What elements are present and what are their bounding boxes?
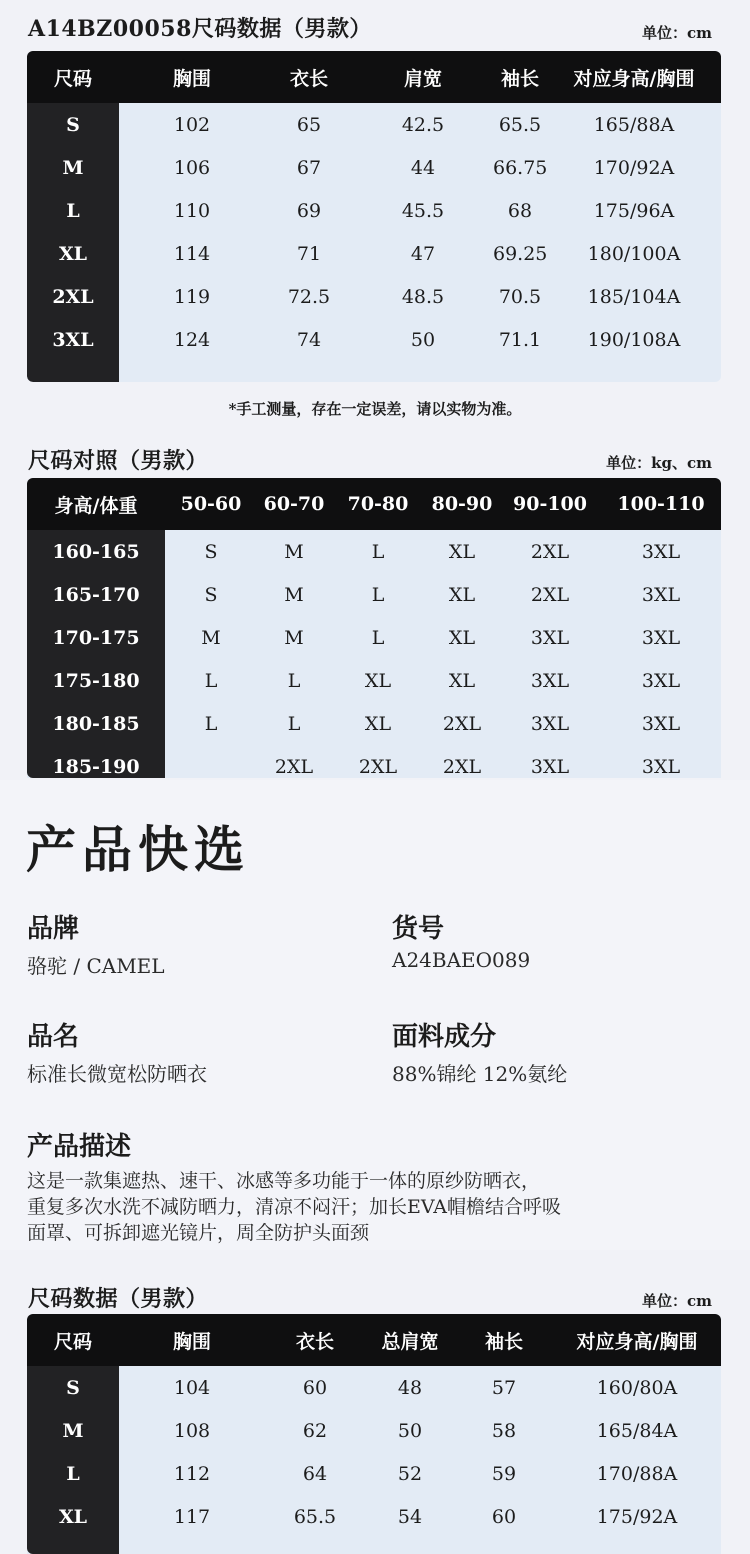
column-header: 对应身高/胸围 bbox=[573, 67, 695, 90]
table-cell: 72.5 bbox=[287, 285, 331, 308]
table-cell: 2XL bbox=[530, 583, 570, 606]
table-cell: 3XL bbox=[641, 583, 681, 606]
table-cell: 48.5 bbox=[401, 285, 445, 308]
table-cell: 114 bbox=[173, 242, 211, 265]
row-label: S bbox=[66, 113, 80, 136]
table-cell: 165/84A bbox=[596, 1419, 678, 1442]
table-header-row bbox=[27, 51, 721, 103]
table-cell: 3XL bbox=[641, 669, 681, 692]
table-cell: 3XL bbox=[530, 669, 570, 692]
table-cell: XL bbox=[364, 669, 392, 692]
table-cell: 108 bbox=[173, 1419, 211, 1442]
column-header: 身高/体重 bbox=[54, 494, 138, 517]
table-cell: S bbox=[204, 583, 218, 606]
table-cell: S bbox=[204, 540, 218, 563]
table-cell: L bbox=[371, 583, 385, 606]
table-cell: M bbox=[201, 626, 221, 649]
table-cell: 50 bbox=[397, 1419, 423, 1442]
column-header: 衣长 bbox=[289, 67, 328, 90]
table-cell: 102 bbox=[173, 113, 211, 136]
table-cell: M bbox=[284, 583, 304, 606]
row-label: 165-170 bbox=[52, 583, 140, 606]
row-label: 170-175 bbox=[52, 626, 140, 649]
table-cell: 117 bbox=[173, 1505, 211, 1528]
table-cell: 71 bbox=[296, 242, 322, 265]
size-chart-section bbox=[0, 432, 750, 476]
table-cell: 65.5 bbox=[498, 113, 542, 136]
table-cell: 119 bbox=[173, 285, 211, 308]
table-row bbox=[27, 1452, 721, 1495]
table-cell: 44 bbox=[410, 156, 436, 179]
table-cell: 3XL bbox=[641, 755, 681, 778]
table-cell: 175/92A bbox=[596, 1505, 678, 1528]
table-cell: 3XL bbox=[641, 626, 681, 649]
table-cell: 3XL bbox=[641, 540, 681, 563]
table-cell: 3XL bbox=[530, 755, 570, 778]
column-header: 衣长 bbox=[295, 1330, 334, 1353]
table-cell: 54 bbox=[397, 1505, 423, 1528]
column-header: 80-90 bbox=[431, 493, 493, 515]
table-cell: XL bbox=[448, 626, 476, 649]
size-table-1 bbox=[27, 51, 721, 382]
table-cell: L bbox=[287, 712, 301, 735]
column-header: 90-100 bbox=[513, 493, 587, 515]
column-header: 70-80 bbox=[347, 493, 409, 515]
description-line: 重复多次水洗不减防晒力，清凉不闷汗；加长EVA帽檐结合呼吸 bbox=[27, 1196, 562, 1218]
row-label: 3XL bbox=[52, 328, 94, 351]
section-header bbox=[0, 0, 750, 44]
section-title: 尺码数据（男款） bbox=[28, 1286, 209, 1312]
table-cell: 42.5 bbox=[401, 113, 445, 136]
table-header-row bbox=[27, 1314, 721, 1366]
column-header: 对应身高/胸围 bbox=[576, 1330, 698, 1353]
table-cell: M bbox=[284, 626, 304, 649]
table-cell: 175/96A bbox=[593, 199, 675, 222]
table-cell: XL bbox=[448, 583, 476, 606]
table-cell: 48 bbox=[397, 1376, 423, 1399]
column-header: 袖长 bbox=[500, 67, 539, 90]
sku-label: 货号 bbox=[392, 914, 445, 944]
table-row bbox=[27, 1366, 721, 1409]
row-label: 160-165 bbox=[52, 540, 140, 563]
row-label: L bbox=[66, 1462, 80, 1485]
row-label: XL bbox=[58, 1505, 88, 1528]
size-data-section-1 bbox=[0, 0, 750, 44]
table-row bbox=[27, 189, 721, 232]
column-header: 100-110 bbox=[617, 493, 705, 515]
description-line: 这是一款集遮热、速干、冰感等多功能于一体的原纱防晒衣， bbox=[27, 1170, 541, 1192]
table-cell: 2XL bbox=[442, 755, 482, 778]
table-cell: 68 bbox=[507, 199, 533, 222]
size-chart-table bbox=[27, 478, 721, 778]
column-header: 肩宽 bbox=[403, 67, 442, 90]
table-cell: M bbox=[284, 540, 304, 563]
table-row bbox=[27, 702, 721, 745]
table-cell: XL bbox=[448, 669, 476, 692]
table-cell: 104 bbox=[173, 1376, 211, 1399]
table-cell: 50 bbox=[410, 328, 436, 351]
row-label: 2XL bbox=[52, 285, 94, 308]
product-name-label: 品名 bbox=[27, 1022, 80, 1052]
row-label: 180-185 bbox=[52, 712, 140, 735]
table-row bbox=[27, 573, 721, 616]
table-cell: 60 bbox=[491, 1505, 517, 1528]
table-cell: L bbox=[371, 540, 385, 563]
table-cell: 52 bbox=[397, 1462, 423, 1485]
table-cell: L bbox=[204, 712, 218, 735]
table-row bbox=[27, 103, 721, 146]
table-cell: 112 bbox=[173, 1462, 211, 1485]
unit-label: 单位：kg、cm bbox=[606, 454, 712, 472]
table-cell: 190/108A bbox=[587, 328, 681, 351]
column-header: 袖长 bbox=[484, 1330, 523, 1353]
size-data-section-2 bbox=[0, 1270, 750, 1314]
section-title: 尺码对照（男款） bbox=[28, 448, 209, 474]
product-quick-select bbox=[0, 780, 750, 1250]
row-label: 185-190 bbox=[52, 755, 140, 778]
table-cell: 180/100A bbox=[587, 242, 681, 265]
table-cell: 69 bbox=[296, 199, 322, 222]
unit-label: 单位：cm bbox=[641, 24, 712, 42]
table-row bbox=[27, 616, 721, 659]
table-cell: 3XL bbox=[530, 712, 570, 735]
table-cell: 67 bbox=[296, 156, 322, 179]
table-row bbox=[27, 275, 721, 318]
row-label: XL bbox=[58, 242, 88, 265]
table-cell: 58 bbox=[491, 1419, 517, 1442]
table-row bbox=[27, 1495, 721, 1538]
table-cell: 110 bbox=[173, 199, 211, 222]
table-cell: 65 bbox=[296, 113, 322, 136]
table-cell: 45.5 bbox=[401, 199, 445, 222]
table-cell: 74 bbox=[296, 328, 322, 351]
row-label: S bbox=[66, 1376, 80, 1399]
product-name-value: 标准长微宽松防晒衣 bbox=[27, 1062, 207, 1086]
table-body bbox=[27, 530, 721, 778]
column-header: 胸围 bbox=[172, 67, 211, 90]
table-cell: 71.1 bbox=[498, 328, 542, 351]
section-header bbox=[0, 1270, 750, 1314]
fabric-value: 88%锦纶 12%氨纶 bbox=[392, 1062, 568, 1086]
measurement-note: *手工测量，存在一定误差，请以实物为准。 bbox=[228, 400, 522, 418]
column-header: 尺码 bbox=[53, 1330, 92, 1353]
quick-select-title: 产品快选 bbox=[26, 820, 250, 879]
table-cell: 165/88A bbox=[593, 113, 675, 136]
sku-value: A24BAEO089 bbox=[392, 948, 531, 972]
table-body bbox=[27, 103, 721, 361]
column-header: 50-60 bbox=[180, 493, 242, 515]
table-cell: 2XL bbox=[442, 712, 482, 735]
table-row bbox=[27, 659, 721, 702]
fabric-label: 面料成分 bbox=[392, 1022, 497, 1052]
table-row bbox=[27, 232, 721, 275]
table-cell: 170/88A bbox=[596, 1462, 678, 1485]
table-cell: 60 bbox=[302, 1376, 328, 1399]
table-cell: 160/80A bbox=[596, 1376, 678, 1399]
table-cell: 57 bbox=[491, 1376, 517, 1399]
table-cell: L bbox=[371, 626, 385, 649]
table-row bbox=[27, 530, 721, 573]
table-cell: L bbox=[287, 669, 301, 692]
table-cell: 106 bbox=[173, 156, 211, 179]
table-cell: 64 bbox=[302, 1462, 328, 1485]
table-cell: L bbox=[204, 669, 218, 692]
table-cell: 170/92A bbox=[593, 156, 675, 179]
section-header bbox=[0, 432, 750, 476]
table-cell: 3XL bbox=[530, 626, 570, 649]
table-row bbox=[27, 745, 721, 778]
table-cell: 62 bbox=[302, 1419, 328, 1442]
column-header: 60-70 bbox=[263, 493, 325, 515]
row-label: M bbox=[62, 1419, 84, 1442]
table-cell: 2XL bbox=[274, 755, 314, 778]
table-cell: 2XL bbox=[530, 540, 570, 563]
description-label: 产品描述 bbox=[27, 1132, 132, 1162]
table-cell: XL bbox=[448, 540, 476, 563]
column-header: 总肩宽 bbox=[381, 1330, 439, 1353]
table-cell: 65.5 bbox=[293, 1505, 337, 1528]
table-cell: 70.5 bbox=[498, 285, 542, 308]
table-cell: 124 bbox=[173, 328, 211, 351]
column-header: 尺码 bbox=[53, 67, 92, 90]
table-header-row bbox=[27, 478, 721, 530]
table-cell: XL bbox=[364, 712, 392, 735]
column-header: 胸围 bbox=[172, 1330, 211, 1353]
unit-label: 单位：cm bbox=[641, 1292, 712, 1310]
row-label: 175-180 bbox=[52, 669, 140, 692]
table-cell: 66.75 bbox=[493, 156, 548, 179]
product-description bbox=[27, 1168, 727, 1246]
description-line: 面罩、可拆卸遮光镜片，周全防护头面颈 bbox=[27, 1222, 370, 1244]
table-cell: 3XL bbox=[641, 712, 681, 735]
table-cell: 185/104A bbox=[587, 285, 681, 308]
table-row bbox=[27, 1409, 721, 1452]
table-cell: 2XL bbox=[358, 755, 398, 778]
size-table-2 bbox=[27, 1314, 721, 1554]
brand-label: 品牌 bbox=[27, 914, 80, 944]
section-title: A14BZ00058尺码数据（男款） bbox=[28, 16, 372, 42]
brand-value: 骆驼 / CAMEL bbox=[27, 954, 165, 978]
table-body bbox=[27, 1366, 721, 1538]
row-label: M bbox=[62, 156, 84, 179]
table-cell: 47 bbox=[410, 242, 436, 265]
table-row bbox=[27, 318, 721, 361]
table-cell: 69.25 bbox=[493, 242, 548, 265]
row-label: L bbox=[66, 199, 80, 222]
table-row bbox=[27, 146, 721, 189]
table-cell: 59 bbox=[491, 1462, 517, 1485]
